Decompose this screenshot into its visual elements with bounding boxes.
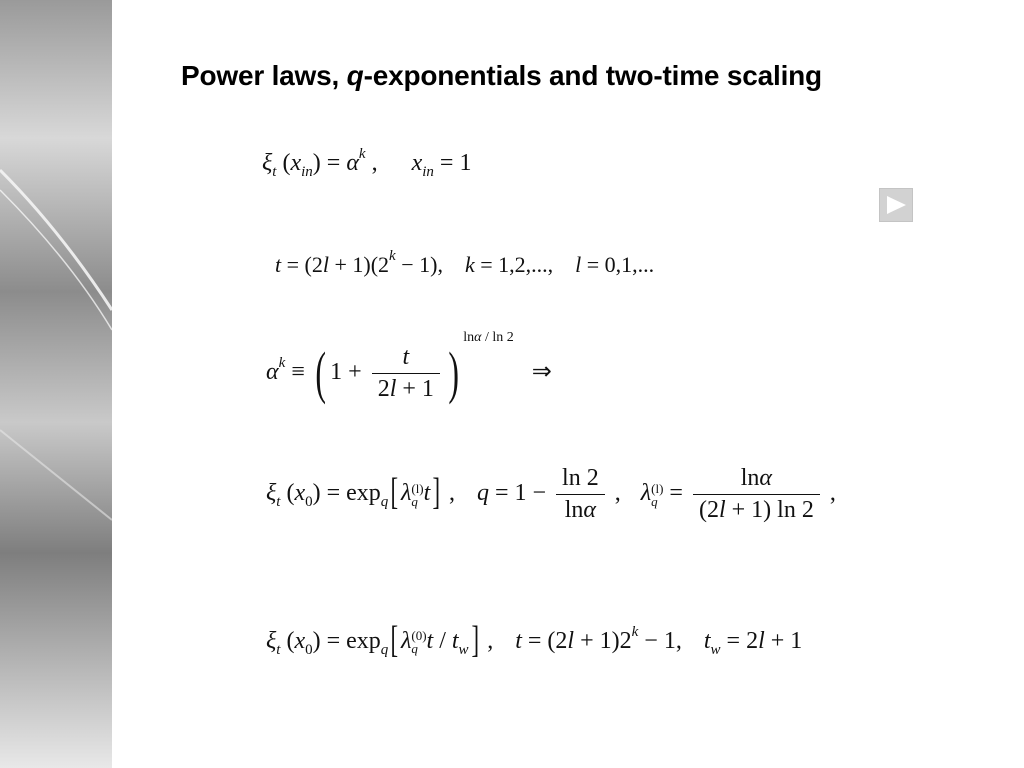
equation-symbol: (0) (411, 628, 427, 644)
equation-symbol: ln (463, 330, 475, 345)
equation-symbol: + 1 (764, 628, 803, 654)
equation-symbol: [ (390, 471, 399, 514)
equation-symbol: in (422, 164, 434, 180)
equation-symbol: l (322, 252, 329, 277)
equation-symbol: ) = exp (312, 628, 381, 654)
equation-symbol: l (758, 628, 765, 654)
equation-symbol: x (294, 628, 306, 654)
equation-symbol: t (426, 628, 434, 654)
equation-symbol (411, 629, 426, 655)
equation-symbol: + 1) ln 2 (725, 497, 814, 523)
equation-symbol: λ (400, 480, 412, 507)
equation-symbol: α (346, 150, 359, 176)
title-q: q (346, 60, 364, 91)
equation-symbol: , (442, 480, 455, 507)
equation-symbol: ln (564, 497, 584, 523)
equation-symbol: + 1)2 (574, 628, 632, 654)
side-decoration (0, 0, 112, 768)
equation-symbol: x (294, 480, 306, 507)
equation-symbol: ( (315, 340, 326, 406)
title-text-end: -exponentials and two-time scaling (363, 60, 822, 91)
next-slide-button[interactable] (879, 188, 913, 222)
equation-2 (275, 248, 654, 278)
equation-symbol: α (474, 330, 482, 345)
equation-symbol: l (389, 375, 397, 402)
equation-4 (266, 465, 836, 524)
equation-symbol: = 0,1,... (581, 252, 655, 277)
equation-symbol: t (275, 252, 282, 277)
equation-symbol (372, 374, 440, 403)
equation-symbol: t (402, 343, 410, 370)
equation-symbol: x (411, 150, 423, 176)
equation-symbol: t (272, 164, 277, 180)
equation-symbol (651, 482, 663, 508)
equation-symbol (556, 465, 605, 524)
equation-symbol: − 1), (395, 252, 443, 277)
equation-symbol: q (380, 494, 389, 511)
equation-5 (266, 618, 802, 662)
equation-symbol: λ (640, 480, 652, 507)
equation-symbol: t (423, 480, 431, 507)
equation-symbol: 2 (377, 375, 390, 402)
equation-1 (262, 146, 471, 181)
equation-symbol (372, 344, 440, 403)
equation-symbol: , (481, 628, 494, 654)
equation-symbol: t (276, 642, 281, 658)
equation-symbol: 0 (305, 642, 313, 658)
equation-symbol: ( (276, 150, 291, 176)
equation-symbol: α (266, 359, 279, 385)
equation-symbol: ( (280, 480, 295, 507)
equation-symbol: = 2 (720, 628, 759, 654)
slide-title (181, 60, 822, 92)
equation-symbol: l (567, 628, 575, 654)
equation-symbol: / ln 2 (481, 330, 514, 345)
equation-symbol (693, 465, 820, 524)
equation-symbol: k (278, 355, 286, 371)
equation-symbol (372, 344, 440, 374)
equation-symbol: + 1 (396, 375, 434, 402)
equation-symbol: w (458, 642, 469, 658)
equation-symbol: k (631, 624, 639, 640)
equation-symbol: ξ (266, 480, 277, 507)
equation-symbol: in (301, 164, 313, 180)
equation-symbol: ξ (266, 628, 277, 654)
equation-symbol: = 1 (433, 150, 472, 176)
equation-symbol: ) = (312, 150, 347, 176)
title-text: Power laws, (181, 60, 347, 91)
equation-symbol: = 1,2,..., (474, 252, 554, 277)
equation-symbol: ] (432, 471, 441, 514)
equation-symbol: t (703, 628, 711, 654)
equation-symbol: , (823, 480, 836, 507)
equation-symbol: [ (390, 619, 399, 661)
equation-symbol: q (380, 642, 389, 658)
equation-symbol: l (575, 252, 582, 277)
equation-symbol: ⇒ (531, 359, 552, 385)
play-icon (885, 195, 907, 215)
equation-symbol: ln 2 (556, 465, 605, 495)
equation-symbol: + 1)(2 (328, 252, 390, 277)
equation-symbol: q (651, 493, 658, 509)
equation-symbol (693, 465, 820, 495)
equation-symbol: t (515, 628, 522, 654)
equation-symbol: q (411, 493, 418, 509)
equation-symbol: 1 + (330, 359, 368, 385)
equation-symbol: k (464, 252, 475, 277)
equation-symbol: = 1 − (488, 480, 553, 507)
equation-symbol: l (718, 497, 726, 523)
equation-symbol: ) (448, 340, 459, 406)
equation-symbol: , (608, 480, 621, 507)
equation-symbol: , (365, 150, 378, 176)
equation-symbol (411, 482, 423, 508)
equation-3 (266, 330, 552, 406)
equation-symbol: ξ (262, 150, 273, 176)
equation-symbol: t (276, 494, 281, 511)
equation-symbol: ( (280, 628, 295, 654)
equation-symbol (556, 495, 605, 524)
equation-symbol: (l) (651, 480, 664, 496)
equation-symbol: α (583, 497, 597, 523)
equation-symbol: λ (400, 628, 412, 654)
equation-symbol: ≡ (285, 359, 311, 385)
equation-symbol: ln (740, 465, 760, 491)
equation-symbol (693, 495, 820, 524)
equation-symbol: q (476, 480, 489, 507)
equation-symbol: (l) (411, 480, 424, 496)
equation-symbol: 0 (305, 494, 313, 511)
equation-symbol: − 1, (638, 628, 682, 654)
equation-symbol: ] (471, 619, 479, 661)
equation-symbol: k (389, 248, 396, 264)
equation-symbol: w (710, 642, 721, 658)
equation-symbol: k (358, 146, 366, 162)
equation-symbol: t (451, 628, 459, 654)
equation-symbol: x (290, 150, 302, 176)
equation-symbol: q (411, 641, 418, 657)
equation-symbol: = (2 (281, 252, 323, 277)
equation-symbol: = (2 (521, 628, 568, 654)
equation-symbol: = (663, 480, 689, 507)
equation-symbol (463, 330, 514, 345)
equation-symbol: α (759, 465, 773, 491)
equation-symbol: (2 (698, 497, 719, 523)
equation-symbol: ) = exp (312, 480, 381, 507)
equation-symbol: / (433, 628, 452, 654)
